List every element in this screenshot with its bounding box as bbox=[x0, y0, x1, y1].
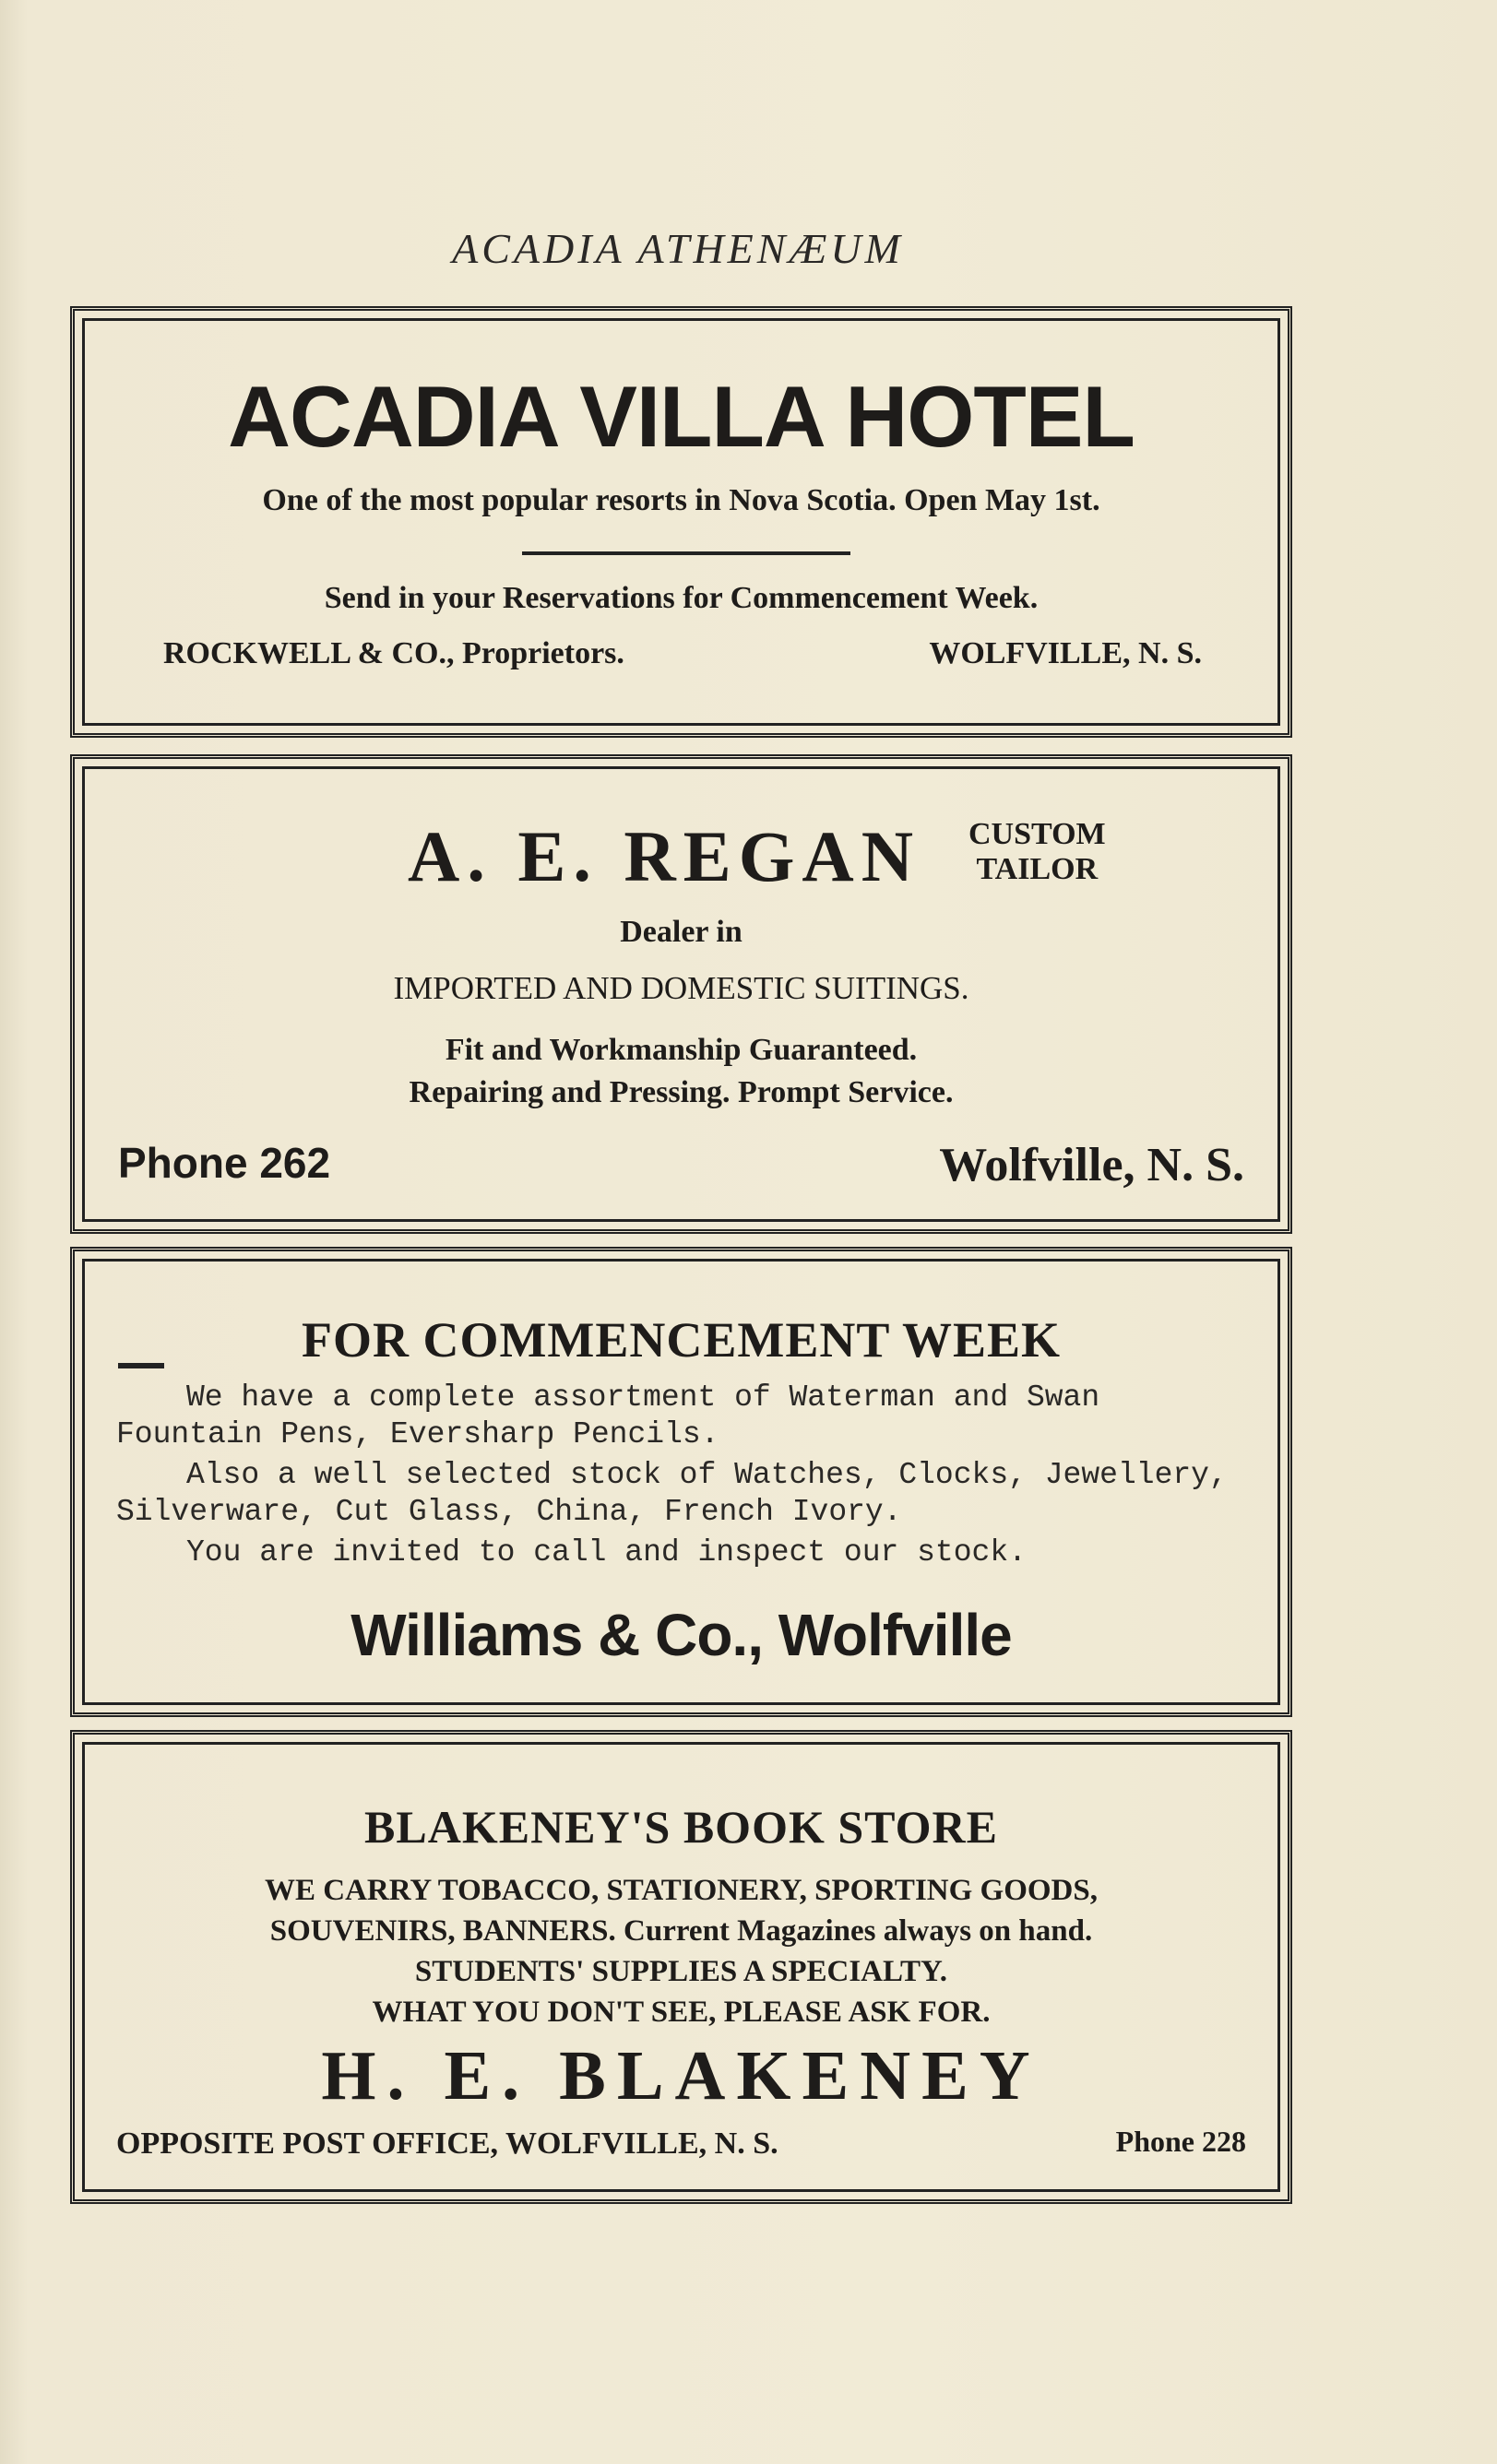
blakeney-phone: Phone 228 bbox=[1115, 2125, 1246, 2158]
regan-phone: Phone 262 bbox=[118, 1139, 331, 1187]
williams-ad-frame bbox=[82, 1259, 1280, 1705]
regan-fit: Fit and Workmanship Guaranteed. bbox=[445, 1033, 918, 1067]
regan-dealer: Dealer in bbox=[620, 915, 743, 949]
hotel-town: WOLFVILLE, N. S. bbox=[929, 636, 1202, 670]
williams-title: FOR COMMENCEMENT WEEK bbox=[301, 1312, 1062, 1368]
hotel-advertisement bbox=[70, 306, 1292, 738]
williams-paragraph-2: Also a well selected stock of Watches, Clocks, Jewellery, Silverware, Cut Glass, China, French Ivory. bbox=[116, 1458, 1228, 1529]
running-head: ACADIA ATHENÆUM bbox=[452, 225, 904, 272]
williams-body bbox=[116, 1380, 1246, 1575]
williams-paragraph-1: We have a complete assortment of Waterman and Swan Fountain Pens, Eversharp Pencils. bbox=[116, 1380, 1100, 1451]
regan-goods: IMPORTED AND DOMESTIC SUITINGS. bbox=[393, 970, 969, 1006]
blakeney-advertisement bbox=[70, 1730, 1292, 2204]
regan-custom-tailor bbox=[968, 817, 1106, 887]
williams-signature: Williams & Co., Wolfville bbox=[350, 1602, 1012, 1668]
tailor-line-1: CUSTOM bbox=[968, 817, 1106, 851]
regan-advertisement bbox=[70, 754, 1292, 1234]
williams-advertisement bbox=[70, 1247, 1292, 1717]
tailor-line-2: TAILOR bbox=[976, 852, 1099, 886]
hotel-ad-frame bbox=[82, 318, 1280, 726]
blakeney-ad-frame bbox=[82, 1742, 1280, 2192]
ornament-dash bbox=[118, 1363, 164, 1368]
blakeney-line-4: WHAT YOU DON'T SEE, PLEASE ASK FOR. bbox=[372, 1996, 991, 2029]
hotel-subtitle: One of the most popular resorts in Nova Scotia. Open May 1st. bbox=[262, 483, 1100, 517]
regan-repair: Repairing and Pressing. Prompt Service. bbox=[409, 1075, 954, 1109]
williams-paragraph-3: You are invited to call and inspect our stock. bbox=[186, 1535, 1027, 1570]
blakeney-address: OPPOSITE POST OFFICE, WOLFVILLE, N. S. bbox=[116, 2126, 778, 2161]
hotel-proprietors: ROCKWELL & CO., Proprietors. bbox=[163, 636, 624, 670]
blakeney-title: BLAKENEY'S BOOK STORE bbox=[364, 1801, 998, 1853]
hotel-title: ACADIA VILLA HOTEL bbox=[228, 368, 1135, 465]
blakeney-line-2: SOUVENIRS, BANNERS. Current Magazines always on hand. bbox=[269, 1914, 1093, 1948]
blakeney-line-3: STUDENTS' SUPPLIES A SPECIALTY. bbox=[414, 1955, 948, 1988]
hotel-reservations: Send in your Reservations for Commencement Week. bbox=[324, 581, 1039, 615]
divider-rule bbox=[522, 551, 850, 555]
regan-ad-frame bbox=[82, 766, 1280, 1222]
blakeney-line-1: WE CARRY TOBACCO, STATIONERY, SPORTING GOODS, bbox=[265, 1874, 1098, 1907]
regan-name: A. E. REGAN bbox=[408, 816, 921, 896]
blakeney-name: H. E. BLAKENEY bbox=[321, 2037, 1041, 2115]
regan-town: Wolfville, N. S. bbox=[939, 1139, 1244, 1191]
